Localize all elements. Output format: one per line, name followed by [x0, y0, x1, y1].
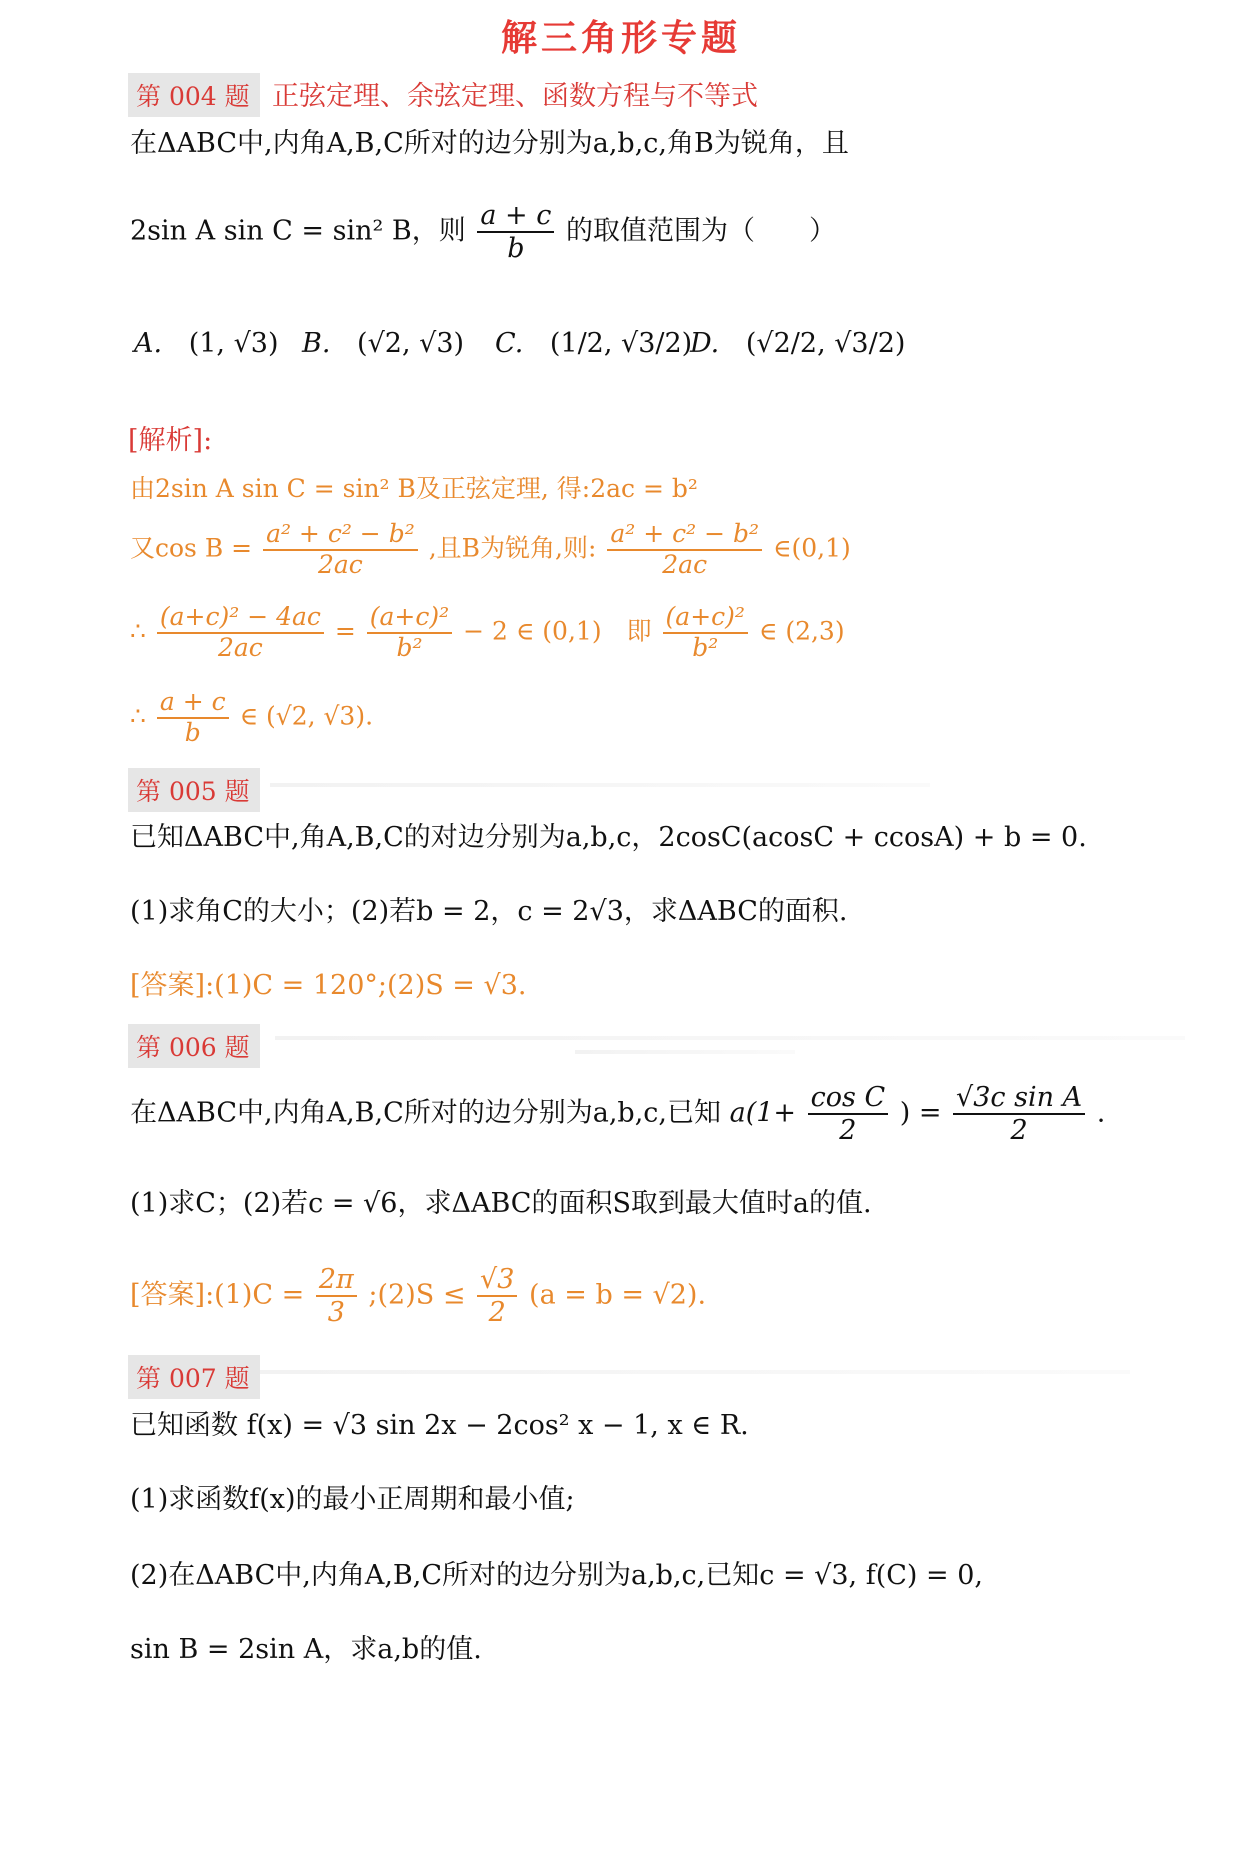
option-b-label: B.: [302, 328, 331, 359]
q005-stem-line1: 已知ΔABC中,角A,B,C的对边分别为a,b,c，2cosC(acosC + ccosA) + b = 0.: [130, 822, 1087, 853]
q006-fraction-2: [953, 1082, 1085, 1146]
sol2-fraction-2: [607, 520, 762, 580]
q004-line2-left: 2sin A sin C = sin² B，则: [130, 215, 466, 247]
sol2-middle: ,且B为锐角,则:: [428, 533, 597, 563]
q005-stem-line2: (1)求角C的大小；(2)若b = 2，c = 2√3，求ΔABC的面积.: [130, 896, 848, 927]
q004-frac-num: a + c: [477, 200, 554, 233]
option-d-label: D.: [690, 328, 720, 359]
q006-line1-period: .: [1096, 1097, 1106, 1129]
q007-stem-line4: sin B = 2sin A，求a,b的值.: [130, 1634, 482, 1665]
q006-stem-line1: [130, 1082, 1105, 1146]
q006-ans-frac1-den: 3: [327, 1297, 345, 1329]
sol3-frac1-num: (a+c)² − 4ac: [157, 603, 324, 634]
sol2-frac2-num: a² + c² − b²: [607, 520, 762, 551]
option-a-label: A.: [134, 328, 163, 359]
q006-frac1-den: 2: [839, 1115, 857, 1147]
q006-ans-frac1-num: 2π: [316, 1264, 357, 1297]
question-007-header: 第 007 题: [128, 1355, 260, 1399]
q004-frac-den: b: [507, 233, 525, 265]
q005-answer: [答案]:(1)C = 120°;(2)S = √3.: [130, 970, 527, 1001]
sol2-prefix: 又cos B =: [130, 533, 253, 563]
q007-stem-line3: (2)在ΔABC中,内角A,B,C所对的边分别为a,b,c,已知c = √3, f(C) = 0,: [130, 1560, 983, 1591]
q004-solution-line2: [130, 520, 851, 580]
q006-frac2-num: √3c sin A: [953, 1082, 1085, 1115]
q004-option-d: [690, 328, 905, 359]
sol4-therefore: ∴: [130, 701, 146, 731]
sol4-frac-num: a + c: [157, 688, 229, 719]
q006-line1-expr-start: a(1+: [729, 1097, 797, 1129]
sol3-frac3-den: b²: [692, 632, 719, 662]
q004-solution-line1: 由2sin A sin C = sin² B及正弦定理, 得:2ac = b²: [130, 474, 698, 503]
sol3-frac2-num: (a+c)²: [367, 603, 452, 634]
q006-answer-suffix: (a = b = √2).: [529, 1279, 707, 1311]
q006-line1-equals: ) =: [899, 1097, 942, 1129]
option-c-label: C.: [495, 328, 524, 359]
sol2-fraction-1: [263, 520, 418, 580]
q006-frac1-num: cos C: [808, 1082, 888, 1115]
q006-stem-line2: (1)求C；(2)若c = √6，求ΔABC的面积S取到最大值时a的值.: [130, 1188, 872, 1219]
q006-divider: [275, 1036, 1185, 1040]
q004-fraction: [477, 200, 554, 264]
option-b-value: (√2, √3): [357, 328, 465, 359]
sol2-suffix: ∈(0,1): [772, 533, 851, 563]
q006-line1-text: 在ΔABC中,内角A,B,C所对的边分别为a,b,c,已知: [130, 1097, 721, 1129]
sol3-fraction-1: [157, 603, 324, 663]
q004-solution-line4: [130, 688, 373, 748]
sol3-equals: =: [334, 616, 356, 646]
sol4-frac-den: b: [184, 717, 201, 747]
question-006-header: 第 006 题: [128, 1024, 260, 1068]
sol3-fraction-2: [367, 603, 452, 663]
q007-stem-line2: (1)求函数f(x)的最小正周期和最小值;: [130, 1484, 575, 1515]
q005-divider: [270, 783, 930, 787]
sol4-suffix: ∈ (√2, √3).: [239, 701, 374, 731]
q006-answer-fraction-2: [477, 1264, 517, 1328]
q004-stem-line2: [130, 200, 836, 264]
option-d-value: (√2/2, √3/2): [745, 328, 906, 359]
option-c-value: (1/2, √3/2): [549, 328, 693, 359]
sol3-suffix: ∈ (2,3): [758, 616, 845, 646]
q004-solution-line3: [130, 603, 845, 663]
q004-stem-line1: 在ΔABC中,内角A,B,C所对的边分别为a,b,c,角B为锐角，且: [130, 128, 849, 159]
q004-line2-right: 的取值范围为（ ）: [565, 215, 836, 247]
q007-divider: [260, 1370, 1130, 1374]
page-title: 解三角形专题: [500, 17, 741, 59]
q006-frac2-den: 2: [1010, 1115, 1028, 1147]
sol2-frac1-den: 2ac: [317, 549, 363, 579]
sol3-frac2-den: b²: [396, 632, 423, 662]
question-005-header: 第 005 题: [128, 768, 260, 812]
q006-ans-frac2-den: 2: [488, 1297, 506, 1329]
question-004-topic: 正弦定理、余弦定理、函数方程与不等式: [272, 81, 758, 112]
sol4-fraction: [157, 688, 229, 748]
sol3-frac1-den: 2ac: [217, 632, 263, 662]
q006-answer-prefix: [答案]:(1)C =: [130, 1279, 305, 1311]
q004-option-b: [302, 328, 464, 359]
q004-analysis-label: [解析]:: [128, 425, 213, 456]
q006-answer-middle: ;(2)S ≤: [368, 1279, 466, 1311]
sol2-frac1-num: a² + c² − b²: [263, 520, 418, 551]
q006-divider-2: [575, 1050, 795, 1054]
sol3-therefore: ∴: [130, 616, 146, 646]
q004-option-c: [495, 328, 692, 359]
q004-option-a: [134, 328, 278, 359]
sol3-middle: − 2 ∈ (0,1) 即: [463, 616, 652, 646]
sol3-fraction-3: [663, 603, 748, 663]
q006-answer-fraction-1: [316, 1264, 357, 1328]
q007-stem-line1: 已知函数 f(x) = √3 sin 2x − 2cos² x − 1, x ∈ R.: [130, 1410, 749, 1441]
q006-answer: [130, 1264, 706, 1328]
q006-ans-frac2-num: √3: [477, 1264, 517, 1297]
question-004-header: 第 004 题: [128, 73, 260, 117]
sol2-frac2-den: 2ac: [662, 549, 708, 579]
option-a-value: (1, √3): [188, 328, 279, 359]
sol3-frac3-num: (a+c)²: [663, 603, 748, 634]
q006-fraction-1: [808, 1082, 888, 1146]
